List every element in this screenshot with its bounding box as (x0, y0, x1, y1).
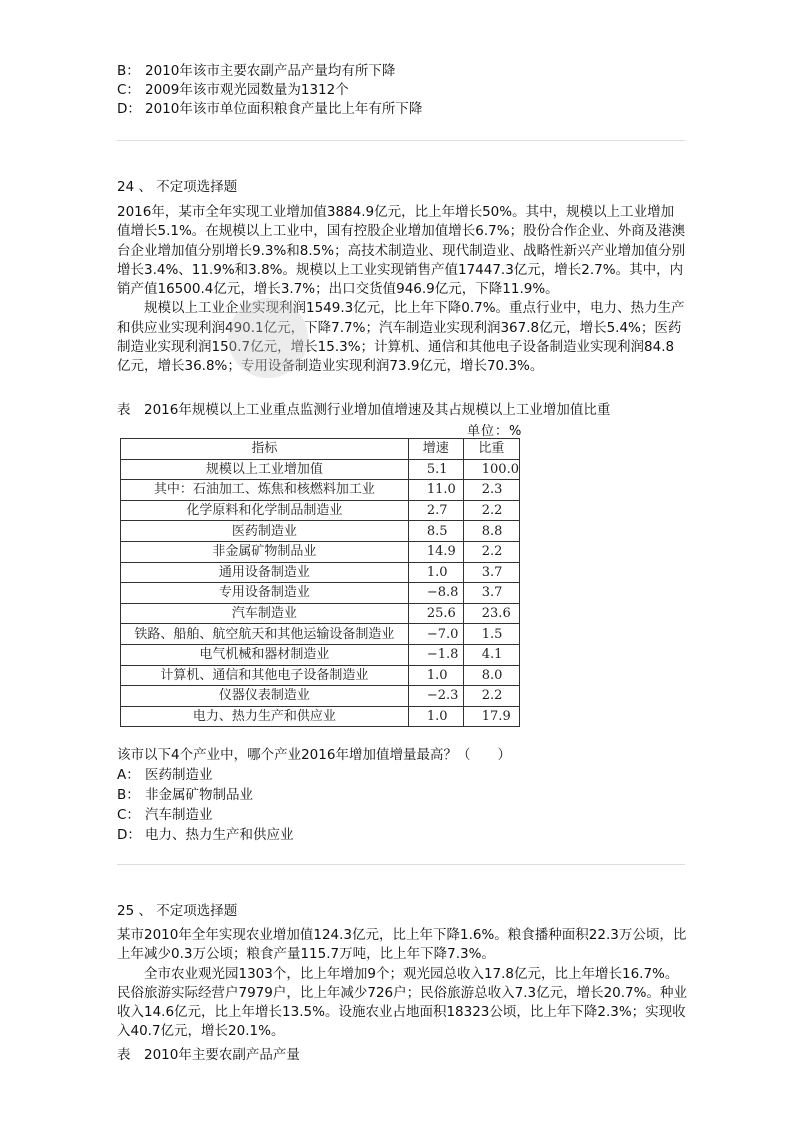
option-key: D： (117, 101, 141, 117)
option-key: B： (117, 787, 140, 803)
indicator-cell: 规模以上工业增加值 (121, 459, 409, 480)
growth-cell: 2.7 (408, 500, 463, 521)
option-key: D： (117, 827, 141, 843)
indicator-cell: 通用设备制造业 (121, 562, 409, 583)
option-text: 2010年该市单位面积粮食产量比上年有所下降 (145, 101, 423, 117)
share-cell: 3.7 (463, 583, 519, 604)
q24-table-caption: 表 2016年规模以上工业重点监测行业增加值增速及其占规模以上工业增加值比重 (117, 402, 611, 418)
q25-paragraph-2: 全市农业观光园1303个，比上年增加9个；观光园总收入17.8亿元，比上年增长16.7%。民俗旅游实际经营户7979户，比上年减少726户；民俗旅游总收入7.3亿元，增长20.7%。种业收入14.6亿元，比上年增长13.5%。设施农业占地面积18323公顷，比上年下降2.3%；实现收入40.7亿元，增长20.1%。 (117, 965, 687, 1040)
q24-paragraph-2: 规模以上工业企业实现利润1549.3亿元，比上年下降0.7%。重点行业中，电力、热力生产和供应业实现利润490.1亿元，下降7.7%；汽车制造业实现利润367.8亿元，增长5.4%；医药制造业实现利润150.7亿元，增长15.3%；计算机、通信和其他电子设备制造业实现利润84.8亿元，增长36.8%；专用设备制造业实现利润73.9亿元，增长70.3%。 (117, 300, 685, 375)
share-cell: 100.0 (463, 459, 519, 480)
indicator-cell: 计算机、通信和其他电子设备制造业 (121, 665, 409, 686)
share-cell: 3.7 (463, 562, 519, 583)
q24-option-b (117, 786, 253, 805)
option-text: 电力、热力生产和供应业 (145, 827, 294, 843)
share-cell: 2.2 (463, 686, 519, 707)
q24-data-table (120, 438, 520, 727)
q23-option-d (117, 100, 422, 119)
share-cell: 17.9 (463, 706, 519, 727)
share-cell: 2.2 (463, 500, 519, 521)
header-cell: 指标 (121, 439, 409, 460)
growth-cell: 14.9 (408, 541, 463, 562)
q24-header: 24 、 不定项选择题 (117, 179, 238, 195)
indicator-cell: 医药制造业 (121, 521, 409, 542)
option-key: A： (117, 767, 140, 783)
indicator-cell: 仪器仪表制造业 (121, 686, 409, 707)
option-text: 医药制造业 (145, 767, 213, 783)
growth-cell: 1.0 (408, 665, 463, 686)
table-header-row (121, 439, 520, 460)
q24-paragraph-1: 2016年，某市全年实现工业增加值3884.9亿元，比上年增长50%。其中，规模以上工业增加值增长5.1%。在规模以上工业中，国有控股企业增加值增长6.7%；股份合作企业、外商及港澳台企业增加值分别增长9.3%和8.5%；高技术制造业、现代制造业、战略性新兴产业增加值分别增长3.4%、11.9%和3.8%。规模以上工业实现销售产值17447.3亿元，增长2.7%。其中，内销产值16500.4亿元，增长3.7%；出口交货值946.9亿元，下降11.9%。 (117, 204, 686, 298)
indicator-cell: 铁路、船舶、航空航天和其他运输设备制造业 (121, 624, 409, 645)
indicator-cell: 非金属矿物制品业 (121, 541, 409, 562)
table-row (121, 624, 520, 645)
table-row (121, 541, 520, 562)
indicator-cell: 电气机械和器材制造业 (121, 644, 409, 665)
share-cell: 8.8 (463, 521, 519, 542)
indicator-cell: 汽车制造业 (121, 603, 409, 624)
growth-cell: 5.1 (408, 459, 463, 480)
option-text: 2010年该市主要农副产品产量均有所下降 (145, 63, 396, 79)
q24-table-unit: 单位：% (467, 424, 523, 439)
option-key: C： (117, 807, 140, 823)
growth-cell: 1.0 (408, 706, 463, 727)
question-divider (117, 864, 685, 865)
option-key: C： (117, 82, 140, 98)
q23-option-c (117, 81, 349, 100)
question-divider (117, 140, 685, 141)
q25-paragraph-1: 某市2010年全年实现农业增加值124.3亿元，比上年下降1.6%。粮食播种面积22.3万公顷，比上年减少0.3万公顷；粮食产量115.7万吨，比上年下降7.3%。 (117, 927, 687, 963)
indicator-cell: 其中：石油加工、炼焦和核燃料加工业 (121, 480, 409, 501)
share-cell: 2.3 (463, 480, 519, 501)
share-cell: 1.5 (463, 624, 519, 645)
table-row (121, 603, 520, 624)
table-row (121, 459, 520, 480)
table-row (121, 644, 520, 665)
q24-option-c (117, 806, 213, 825)
q24-passage (117, 203, 687, 377)
indicator-cell: 电力、热力生产和供应业 (121, 706, 409, 727)
option-key: B： (117, 63, 140, 79)
growth-cell: −1.8 (408, 644, 463, 665)
growth-cell: 11.0 (408, 480, 463, 501)
indicator-cell: 专用设备制造业 (121, 583, 409, 604)
growth-cell: −7.0 (408, 624, 463, 645)
table-row (121, 521, 520, 542)
table-row (121, 665, 520, 686)
option-text: 汽车制造业 (145, 807, 213, 823)
table-row (121, 706, 520, 727)
indicator-cell: 化学原料和化学制品制造业 (121, 500, 409, 521)
table-row (121, 562, 520, 583)
growth-cell: −8.8 (408, 583, 463, 604)
header-cell: 比重 (463, 439, 519, 460)
growth-cell: −2.3 (408, 686, 463, 707)
option-text: 2009年该市观光园数量为1312个 (145, 82, 349, 98)
option-text: 非金属矿物制品业 (145, 787, 253, 803)
q25-table-caption: 表 2010年主要农副产品产量 (117, 1047, 300, 1063)
share-cell: 23.6 (463, 603, 519, 624)
q23-option-b (117, 62, 395, 81)
q24-option-d (117, 826, 294, 845)
table-row (121, 500, 520, 521)
growth-cell: 8.5 (408, 521, 463, 542)
watermark-logo (228, 298, 308, 378)
table-row (121, 686, 520, 707)
q25-header: 25 、 不定项选择题 (117, 903, 238, 919)
q24-option-a (117, 766, 213, 785)
q24-question: 该市以下4个产业中，哪个产业2016年增加值增量最高？（ ） (117, 747, 511, 763)
share-cell: 4.1 (463, 644, 519, 665)
share-cell: 2.2 (463, 541, 519, 562)
share-cell: 8.0 (463, 665, 519, 686)
growth-cell: 1.0 (408, 562, 463, 583)
table-row (121, 480, 520, 501)
q25-passage (117, 926, 687, 1042)
growth-cell: 25.6 (408, 603, 463, 624)
header-cell: 增速 (408, 439, 463, 460)
table-row (121, 583, 520, 604)
